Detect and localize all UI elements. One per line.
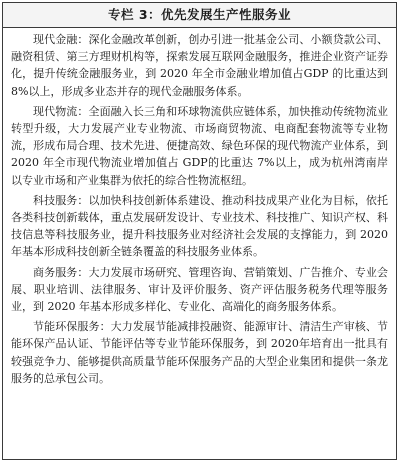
- column-box: [2, 2, 397, 460]
- paragraph-energy-saving-services: 节能环保服务：大力发展节能减排投融资、能源审计、清洁生产审核、节能环保产品认证、节能评估等专业节能环保服务，到 2020年培育出一批具有较强竞争力、能够提供高质量节能环保服务产品的大型企业集团和提供一条龙服务的总承包公司。: [11, 320, 388, 385]
- paragraph-modern-logistics: 现代物流：全面融入长三角和环球物流供应链体系，加快推动传统物流业转型升级，大力发展产业专业物流、市场商贸物流、电商配套物流等专业物流，形成布局合理、技术先进、便捷高效、绿色环保的现代物流产业体系，到 2020 年全市现代物流业增加值占 GDP的比重达 7%以上，成为杭州湾南岸以专业市场和产业集群为依托的综合性物流枢纽。: [11, 104, 388, 187]
- column-body: [3, 28, 396, 387]
- paragraph-tech-services: 科技服务：以加快科技创新体系建设、推动科技成果产业化为目标，依托各类科技创新载体，重点发展研发设计、专业技术、科技推广、知识产权、科技信息等科技服务业，提升科技服务业对经济社会发展的支撑能力，到 2020 年基本形成科技创新全链条覆盖的科技服务业体系。: [11, 193, 388, 259]
- paragraph-business-services: 商务服务：大力发展市场研究、管理咨询、营销策划、广告推介、专业会展、职业培训、法律服务、审计及评价服务、资产评估服务税务代理等服务业，到 2020 年基本形成多样化、专业化、高端化的商务服务体系。: [11, 265, 388, 314]
- column-title: 专栏 3：优先发展生产性服务业: [3, 3, 396, 28]
- paragraph-modern-finance: 现代金融：深化金融改革创新，创办引进一批基金公司、小额贷款公司、融资租赁、第三方理财机构等，探索发展互联网金融服务，推进企业资产证券化，提升传统金融服务业，到 2020 年全市金融业增加值占GDP 的比重达到 8%以上，形成多业态并存的现代金融服务体系。: [11, 33, 388, 98]
